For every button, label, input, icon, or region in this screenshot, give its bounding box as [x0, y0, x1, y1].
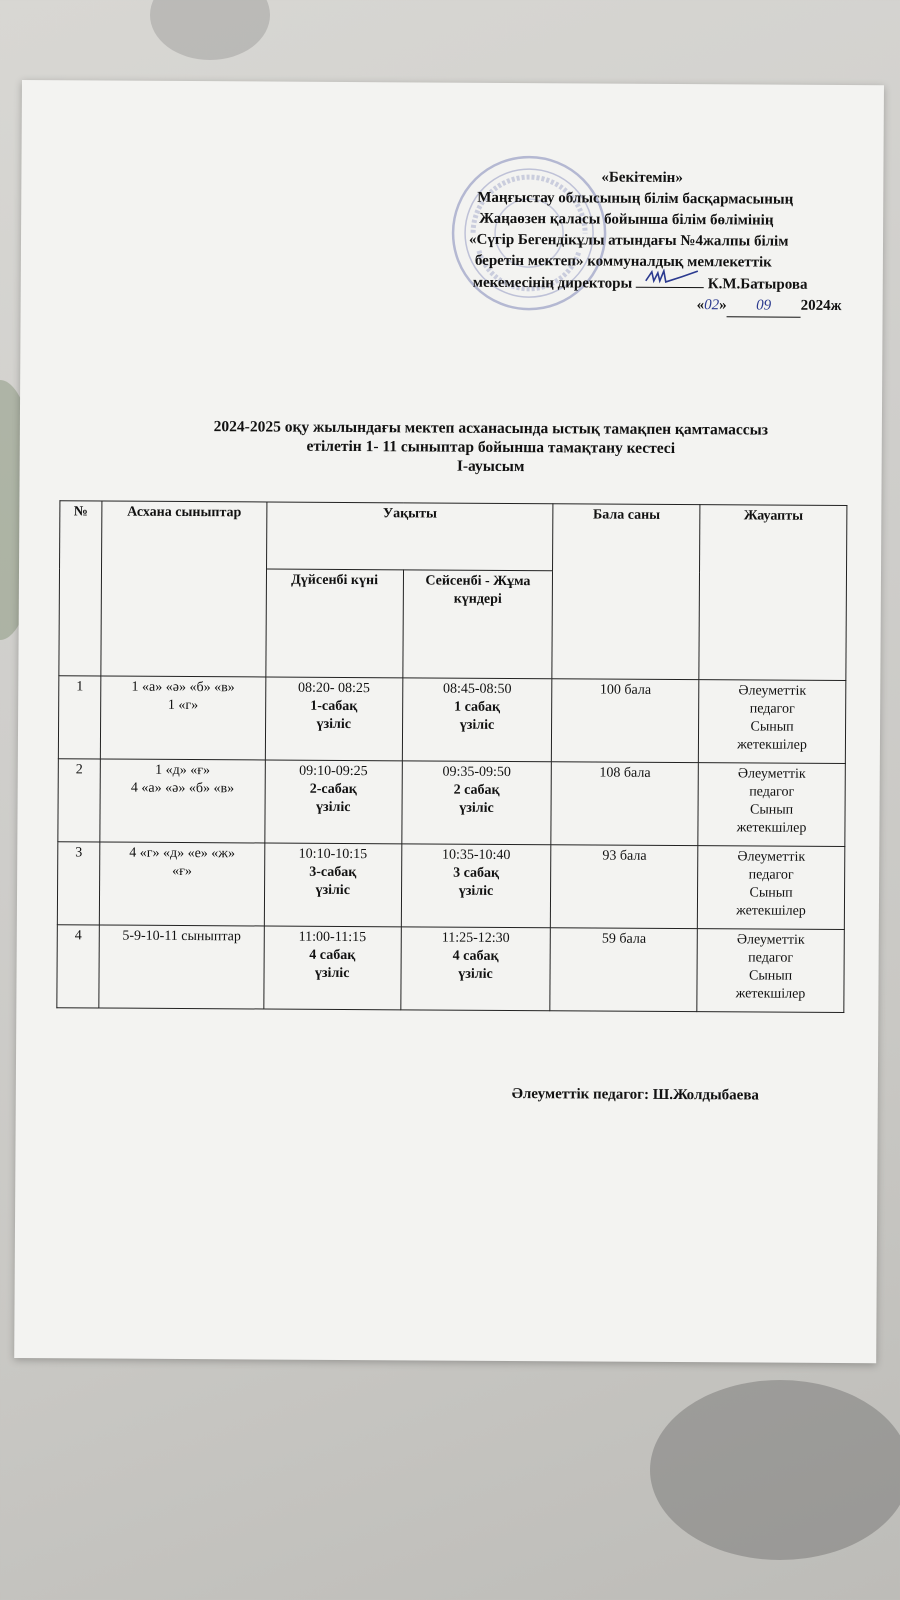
- row-classes: [99, 842, 264, 926]
- row-num-line: 3: [75, 845, 83, 861]
- row-num-line: 1: [76, 679, 84, 695]
- title-line: 2024-2025 оқу жылындағы мектеп асханасында ыстық тамақпен қамтамассыз: [213, 418, 769, 439]
- date-day: 02: [704, 297, 720, 314]
- row-classes-line: 4 «а» «ә» «б» «в»: [130, 780, 235, 797]
- row-count: [551, 845, 698, 929]
- row-tue-fri-line: 1 сабақ: [454, 699, 501, 715]
- table-row: [58, 676, 845, 764]
- row-tue-fri-line: 11:25-12:30: [441, 930, 510, 946]
- row-classes: [100, 759, 265, 843]
- row-monday-line: 4 сабақ: [309, 947, 356, 964]
- row-classes: [99, 925, 264, 1009]
- header-tue-fri: Сейсенбі - Жұма күндері: [402, 570, 552, 679]
- row-monday: [264, 926, 401, 1010]
- director-name: К.М.Батырова: [707, 276, 808, 293]
- row-tue-fri: [400, 927, 550, 1011]
- row-responsible-line: жетекшілер: [737, 737, 807, 753]
- row-count-line: 93 бала: [602, 848, 647, 864]
- row-responsible-line: Сынып: [749, 885, 793, 901]
- row-tue-fri-line: 4 сабақ: [452, 948, 499, 964]
- document-page: [14, 80, 884, 1363]
- row-tue-fri-line: үзіліс: [459, 800, 494, 816]
- row-monday: [265, 677, 402, 761]
- row-monday-line: 10:10-10:15: [298, 846, 368, 863]
- header-classes: Асхана сыныптар: [101, 501, 267, 677]
- header-num: №: [59, 501, 102, 676]
- approval-date: «02» 09 2024ж: [461, 294, 881, 319]
- row-responsible: [698, 763, 845, 847]
- table-row: [57, 842, 844, 930]
- row-classes: [100, 676, 265, 760]
- title-line: етілетін 1- 11 сыныптар бойынша тамақтану кестесі: [306, 437, 676, 457]
- row-tue-fri-line: 09:35-09:50: [442, 764, 512, 780]
- row-count: [552, 679, 699, 763]
- row-responsible-line: Әлеуметтік: [737, 766, 806, 782]
- row-responsible: [697, 846, 844, 930]
- row-count: [550, 928, 697, 1012]
- row-classes-line: 5-9-10-11 сыныптар: [122, 928, 241, 945]
- row-classes-line: «ғ»: [172, 863, 192, 880]
- row-responsible-line: педагог: [749, 701, 795, 717]
- row-monday-line: үзіліс: [315, 799, 351, 816]
- row-tue-fri: [401, 844, 551, 928]
- approval-block: [461, 167, 882, 319]
- row-responsible-line: жетекшілер: [736, 820, 807, 836]
- row-classes-line: 1 «а» «ә» «б» «в»: [131, 679, 235, 696]
- row-responsible-line: Әлеуметтік: [737, 849, 806, 865]
- header-monday: Дүйсенбі күні: [266, 569, 403, 678]
- date-year: 2024ж: [800, 297, 842, 315]
- row-tue-fri-line: 2 сабақ: [453, 782, 500, 798]
- signature-blank: [636, 273, 704, 288]
- table-row: [58, 759, 845, 847]
- meal-schedule-table: [56, 500, 847, 1013]
- row-tue-fri: [401, 761, 551, 845]
- row-tue-fri: [402, 678, 552, 762]
- row-classes-line: 1 «д» «ғ»: [155, 762, 211, 779]
- date-month-blank: [727, 295, 801, 317]
- row-tue-fri-line: 08:45-08:50: [442, 681, 512, 698]
- row-responsible-line: педагог: [749, 784, 795, 800]
- director-label: мекемесінің директоры: [472, 274, 633, 292]
- row-num: [57, 925, 99, 1008]
- row-classes-line: 4 «г» «д» «е» «ж»: [129, 845, 236, 862]
- row-responsible: [698, 680, 845, 764]
- date-month: 09: [756, 297, 772, 314]
- row-responsible-line: жетекшілер: [735, 986, 806, 1002]
- document-title: [60, 416, 900, 478]
- row-num: [57, 842, 99, 925]
- row-num: [58, 676, 100, 759]
- row-tue-fri-line: үзіліс: [459, 717, 495, 733]
- row-monday-line: үзіліс: [315, 882, 350, 899]
- approval-line: Жаңаөзен қаласы бойынша білім бөлімінің: [479, 210, 774, 229]
- row-monday: [265, 760, 402, 844]
- row-monday-line: 2-сабақ: [309, 781, 357, 798]
- table-row: [57, 925, 844, 1013]
- row-monday-line: үзіліс: [314, 965, 350, 982]
- row-count-line: 59 бала: [601, 931, 647, 947]
- header-responsible: Жауапты: [699, 505, 847, 681]
- row-monday-line: үзіліс: [316, 716, 352, 733]
- row-classes-line: 1 «г»: [167, 697, 199, 714]
- approval-line: Маңғыстау облысының білім басқармасының: [477, 189, 794, 208]
- row-count: [551, 762, 698, 846]
- row-monday: [264, 843, 401, 927]
- row-tue-fri-line: үзіліс: [458, 966, 493, 982]
- director-line: [461, 272, 881, 297]
- background-stain: [650, 1380, 900, 1560]
- row-monday-line: 11:00-11:15: [298, 929, 367, 946]
- row-responsible-line: жетекшілер: [736, 903, 806, 919]
- row-responsible-line: педагог: [748, 950, 794, 966]
- row-count-line: 100 бала: [599, 682, 652, 698]
- row-responsible-line: Сынып: [750, 719, 794, 735]
- row-monday-line: 08:20- 08:25: [297, 680, 370, 697]
- approval-heading: «Бекітемін»: [601, 169, 683, 187]
- row-monday-line: 3-сабақ: [309, 864, 357, 881]
- row-num: [58, 759, 100, 842]
- shift-label: І-ауысым: [456, 457, 525, 476]
- row-tue-fri-line: 3 сабақ: [453, 865, 500, 881]
- row-tue-fri-line: үзіліс: [458, 883, 494, 899]
- approval-line: беретін мектеп» коммуналдық мемлекеттік: [474, 252, 772, 271]
- background-stain: [150, 0, 270, 60]
- header-count: Бала саны: [552, 504, 700, 680]
- row-responsible: [697, 929, 844, 1013]
- signature-line: Әлеуметтік педагог: Ш.Жолдыбаева: [511, 1086, 760, 1104]
- row-tue-fri-line: 10:35-10:40: [441, 847, 511, 863]
- header-time: Уақыты: [266, 502, 553, 571]
- row-num-line: 4: [74, 928, 82, 944]
- handwritten-signature: [642, 269, 702, 285]
- row-monday-line: 09:10-09:25: [299, 763, 368, 780]
- row-responsible-line: педагог: [748, 867, 794, 883]
- row-responsible-line: Әлеуметтік: [738, 683, 807, 699]
- row-responsible-line: Сынып: [749, 802, 794, 818]
- row-responsible-line: Әлеуметтік: [736, 932, 805, 948]
- approval-line: «Сүгір Бегендікұлы атындағы №4жалпы білім: [468, 231, 789, 250]
- row-responsible-line: Сынып: [748, 968, 793, 984]
- table-header-row: [60, 501, 847, 573]
- row-num-line: 2: [75, 762, 83, 778]
- row-monday-line: 1-сабақ: [310, 698, 358, 715]
- row-count-line: 108 бала: [599, 765, 651, 781]
